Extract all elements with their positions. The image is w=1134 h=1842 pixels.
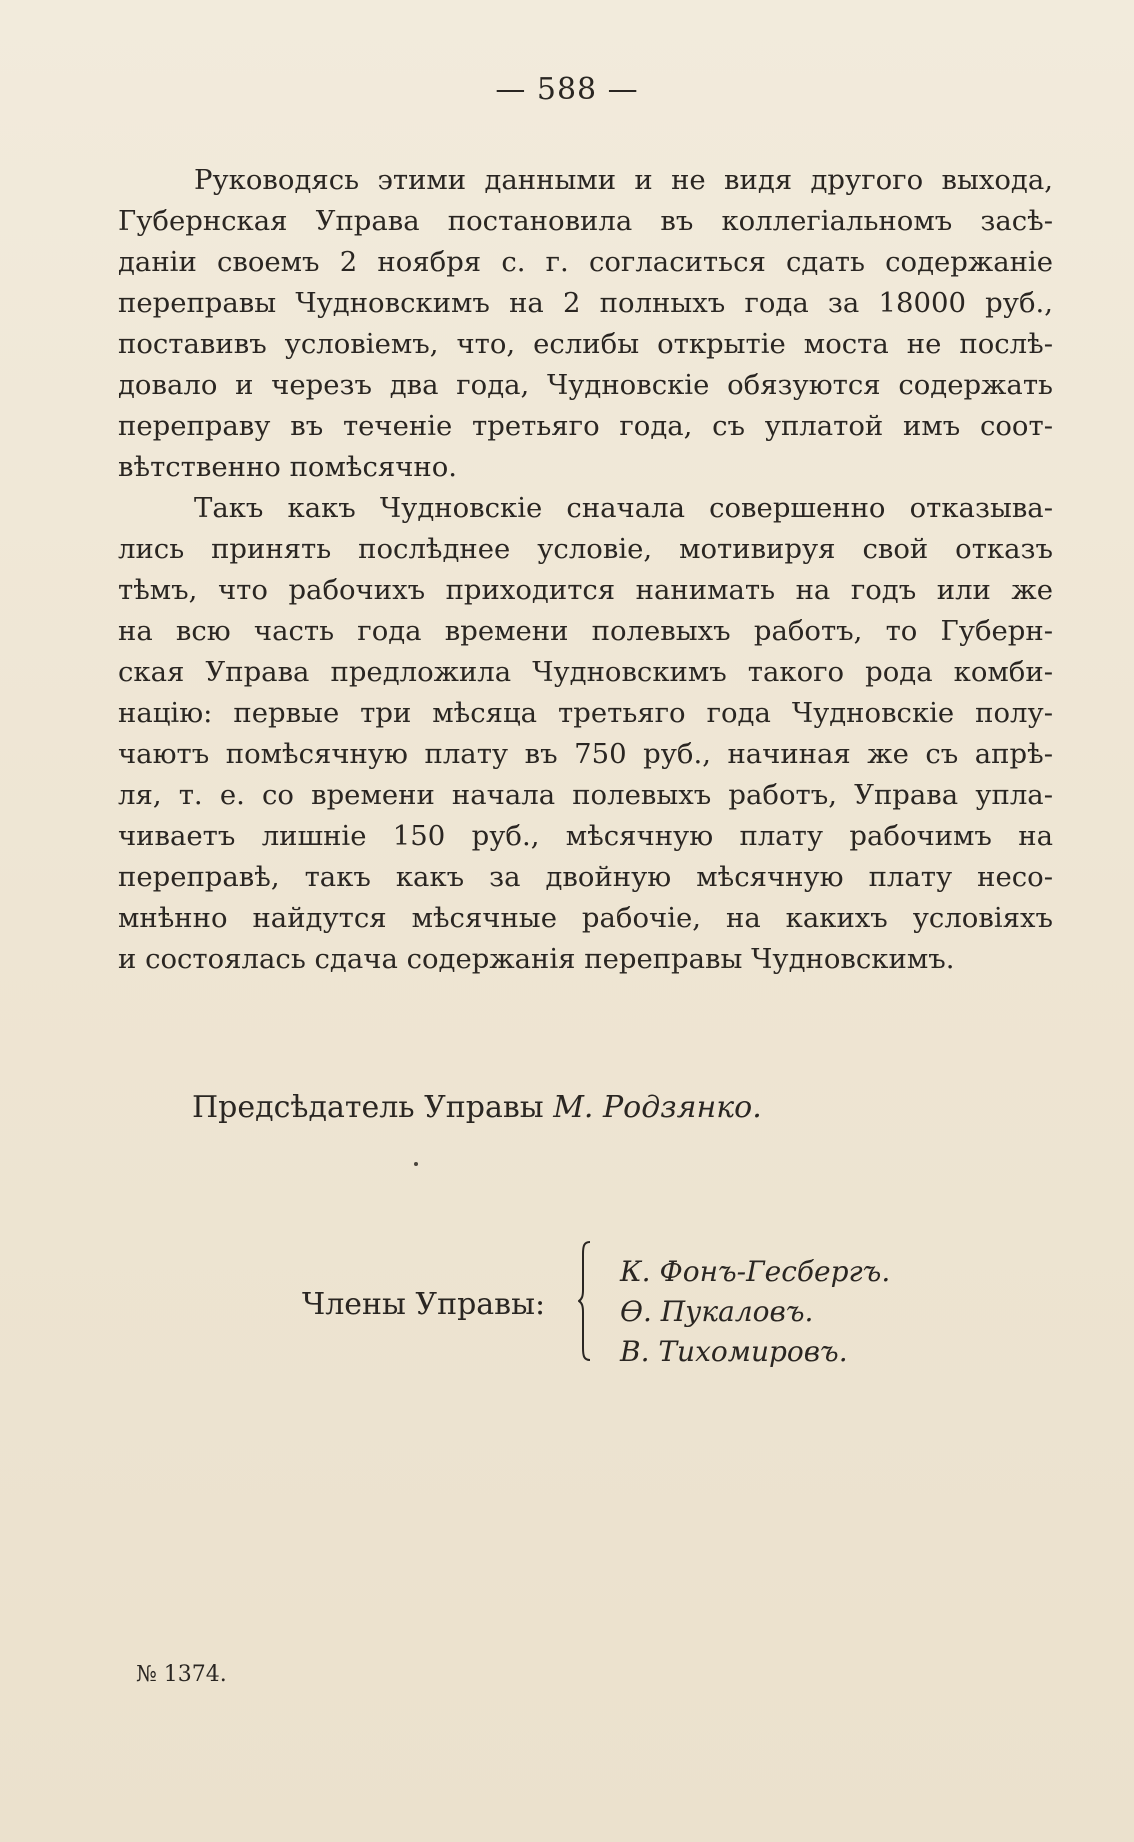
text-line: тѣмъ, что рабочихъ приходится нанимать на годъ или же [118,574,1053,606]
paragraph-2 [118,488,1053,980]
text-line: и состоялась сдача содержанія переправы Чудновскимъ. [118,943,955,975]
text-line: чаютъ помѣсячную плату въ 750 руб., начиная же съ апрѣ- [118,738,1053,770]
ink-dot [414,1162,418,1166]
text-line: Губернская Управа постановила въ коллегіальномъ засѣ- [118,205,1053,237]
text-line: даніи своемъ 2 ноября с. г. согласиться сдать содержаніе [118,246,1053,278]
text-line: націю: первые три мѣсяца третьяго года Чудновскіе полу- [118,697,1053,729]
text-line: чиваетъ лишніе 150 руб., мѣсячную плату рабочимъ на [118,820,1053,852]
body-text [118,160,1053,980]
text-line: ская Управа предложила Чудновскимъ такого рода комби- [118,656,1053,688]
page-number: — 588 — [495,72,639,107]
text-line: на всю часть года времени полевыхъ работъ, то Губерн- [118,615,1053,647]
text-line: довало и черезъ два года, Чудновскіе обязуются содержать [118,369,1053,401]
text-line: ля, т. е. со времени начала полевыхъ работъ, Управа упла- [118,779,1053,811]
members-label: Члены Управы: [302,1287,546,1322]
member-name: К. Фонъ-Гесбергъ. [620,1255,891,1288]
member-name: В. Тихомировъ. [620,1335,848,1368]
text-line: лись принять послѣднее условіе, мотивируя свой отказъ [118,533,1053,565]
text-line: Такъ какъ Чудновскіе сначала совершенно отказыва- [194,492,1053,524]
text-line: вѣтственно помѣсячно. [118,451,458,483]
text-line: переправѣ, такъ какъ за двойную мѣсячную плату несо- [118,861,1053,893]
chairman-title: Предсѣдатель Управы [192,1090,544,1125]
text-line: мнѣнно найдутся мѣсячные рабочіе, на какихъ условіяхъ [118,902,1053,934]
curly-brace-icon [578,1240,592,1362]
text-line: Руководясь этими данными и не видя другого выхода, [194,164,1053,196]
text-line: поставивъ условіемъ, что, еслибы открытіе моста не послѣ- [118,328,1053,360]
chairman-signature-line [192,1090,762,1125]
paragraph-1 [118,160,1053,488]
member-name: Ѳ. Пукаловъ. [620,1295,814,1328]
document-number: № 1374. [136,1662,227,1687]
text-line: переправу въ теченіе третьяго года, съ уплатой имъ соот- [118,410,1053,442]
chairman-signature: М. Родзянко. [553,1090,762,1125]
text-line: переправы Чудновскимъ на 2 полныхъ года за 18000 руб., [118,287,1053,319]
members-list [620,1252,890,1372]
